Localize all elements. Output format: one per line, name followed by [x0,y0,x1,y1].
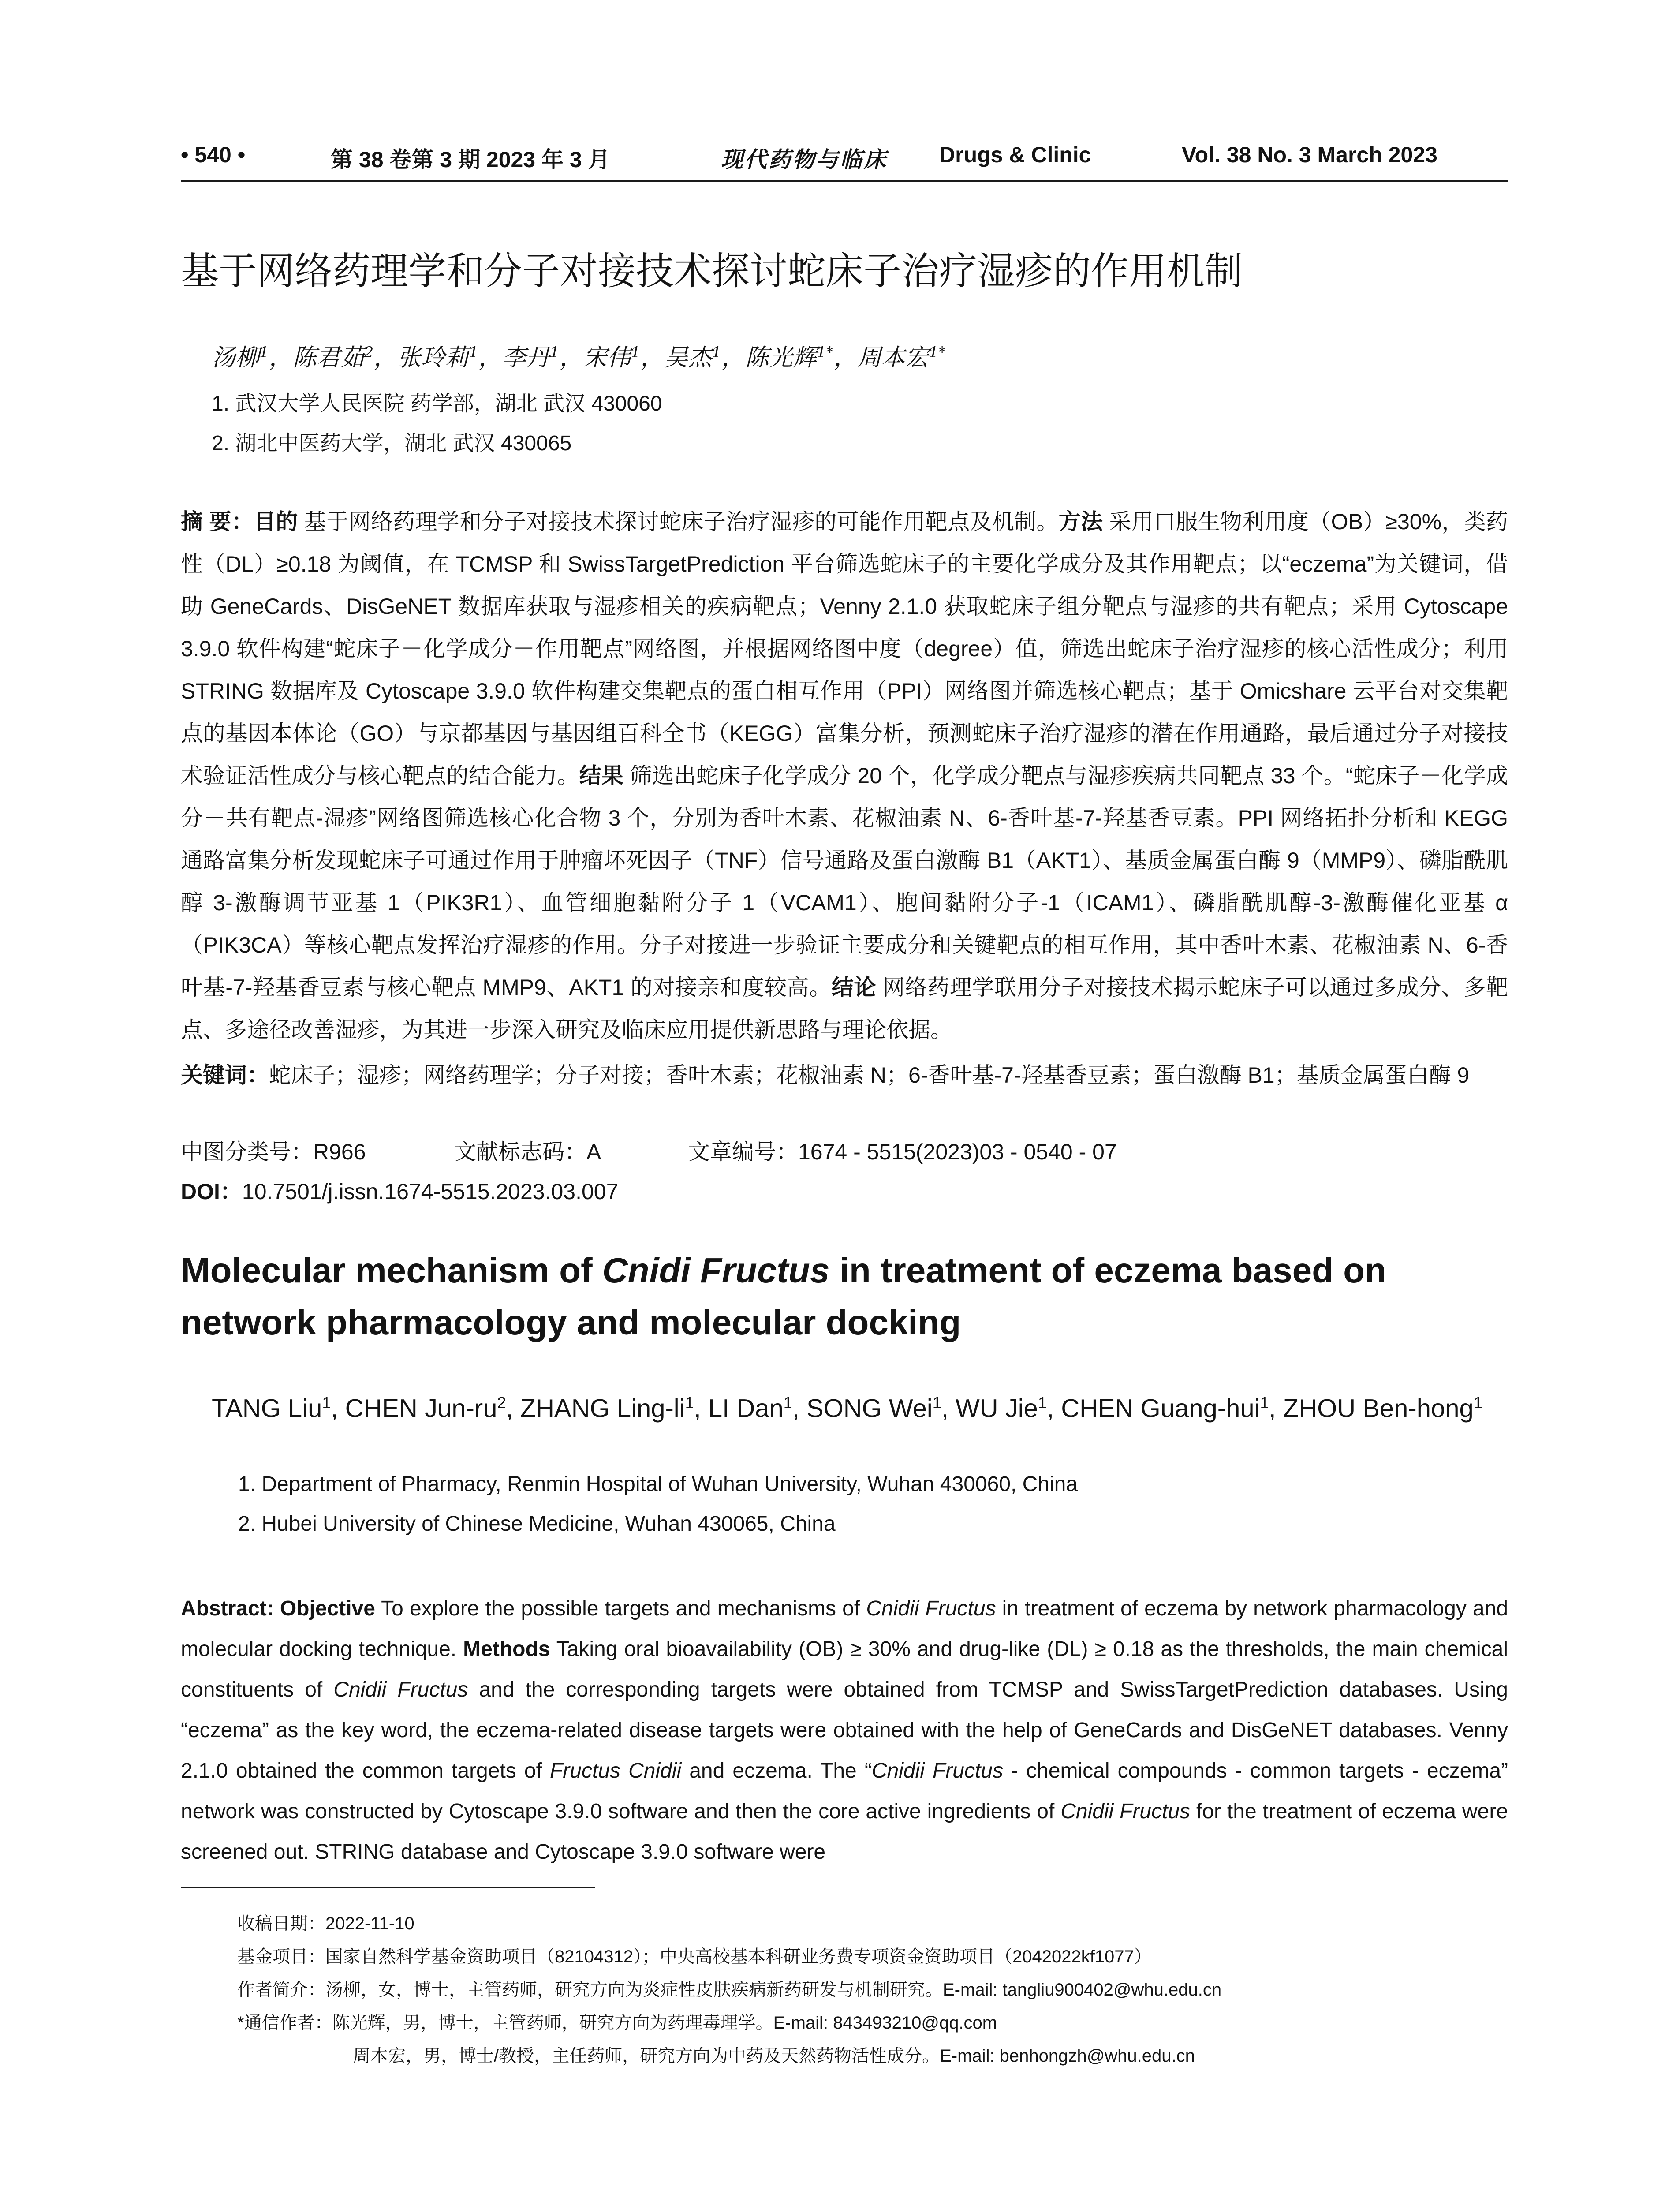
issue-info-en: Vol. 38 No. 3 March 2023 [1182,142,1437,167]
page-number: • 540 • [181,142,246,167]
abstract-cn [181,501,1508,1051]
affiliation-cn-2: 2. 湖北中医药大学，湖北 武汉 430065 [212,432,572,455]
author-cn: 李丹 [502,344,550,371]
footnote-received: 收稿日期：2022-11-10 [237,1914,414,1933]
footnote-corresponding-2: 周本宏，男，博士/教授，主任药师，研究方向为中药及天然药物活性成分。E-mail: benhongzh@whu.edu.cn [353,2046,1195,2066]
keywords-cn [181,1054,1508,1096]
footnote-author-bio: 作者简介：汤柳，女，博士，主管药师，研究方向为炎症性皮肤疾病新药研发与机制研究。E-mail: tangliu900402@whu.edu.cn [237,1980,1222,1999]
conclusion-label-cn: 结论 [831,975,877,1000]
doi-value: 10.7501/j.issn.1674-5515.2023.03.007 [242,1179,619,1204]
footnote-fund: 基金项目：国家自然科学基金资助项目（82104312）；中央高校基本科研业务费专项资金资助项目（2042022kf1077） [237,1947,1152,1966]
results-label-cn: 结果 [579,763,624,788]
doi-label: DOI： [181,1179,242,1204]
author-en: TANG Liu [212,1394,322,1423]
keywords-text-cn: 蛇床子；湿疹；网络药理学；分子对接；香叶木素；花椒油素 N；6-香叶基-7-羟基香豆素；蛋白激酶 B1；基质金属蛋白酶 9 [269,1063,1470,1088]
author-en: WU Jie [956,1394,1038,1423]
conclusion-cn: 网络药理学联用分子对接技术揭示蛇床子可以通过多成分、多靶点、多途径改善湿疹，为其进一步深入研究及临床应用提供新思路与理论依据。 [181,975,1508,1042]
authors-cn: 汤柳$^1$，陈君茹$^2$，张玲莉$^1$，李丹$^1$，宋伟$^1$，吴杰$^1$，陈光辉$^{1*}$，周本宏$^{1*}$ [212,344,946,371]
author-en: ZHOU Ben-hong [1283,1394,1474,1423]
article-number: 文章编号：1674 - 5515(2023)03 - 0540 - 07 [688,1140,1117,1164]
author-cn: 陈光辉 [745,344,817,371]
classification-line [181,1134,1508,1170]
abstract-en: Abstract: Objective To explore the possible targets and mechanisms of Cnidii Fructus in treatment of eczema by network pharmacology and molecular docking technique. Methods Taking oral bioavailability (OB) ≥ 30% and drug-like (DL) ≥ 0.18 as the thresholds, the main chemical constituents of Cnidii Fructus and the corresponding targets were obtained from TCMSP and SwissTargetPrediction databases. Using “eczema” as the key word, the eczema-related disease targets were obtained with the help of GeneCards and DisGeNET databases. Venny 2.1.0 obtained the common targets of Fructus Cnidii and eczema. The “Cnidii Fructus - chemical compounds - common targets - eczema” network was constructed by Cytoscape 3.9.0 software and then the core active ingredients of Cnidii Fructus for the treatment of eczema were screened out. STRING database and Cytoscape 3.9.0 software were [181,1597,1508,1864]
author-cn: 周本宏 [857,344,929,371]
running-header [181,140,1508,182]
affiliation-cn-1: 1. 武汉大学人民医院 药学部，湖北 武汉 430060 [212,392,662,415]
journal-name-cn: 现代药物与临床 [721,147,888,172]
document-code: 文献标志码：A [454,1140,601,1164]
affiliation-en-2: 2. Hubei University of Chinese Medicine, Wuhan 430065, China [238,1512,836,1536]
issue-info-cn: 第 38 卷第 3 期 2023 年 3 月 [331,147,610,172]
author-en: ZHANG Ling-li [520,1394,685,1423]
objective-cn: 基于网络药理学和分子对接技术探讨蛇床子治疗湿疹的可能作用靶点及机制。 [304,509,1059,534]
objective-label-en: Objective [280,1597,375,1620]
results-cn: 筛选出蛇床子化学成分 20 个，化学成分靶点与湿疹疾病共同靶点 33 个。“蛇床子－化学成分－共有靶点-湿疹”网络图筛选核心化合物 3 个，分别为香叶木素、花椒油素 N、6-香叶基-7-羟基香豆素。PPI 网络拓扑分析和 KEGG 通路富集分析发现蛇床子可通过作用于肿瘤坏死因子（TNF）信号通路及蛋白激酶 B1（AKT1）、基质金属蛋白酶 9（MMP9）、磷脂酰肌醇 3-激酶调节亚基 1（PIK3R1）、血管细胞黏附分子 1（VCAM1）、胞间黏附分子-1（ICAM1）、磷脂酰肌醇-3-激酶催化亚基 α（PIK3CA）等核心靶点发挥治疗湿疹的作用。分子对接进一步验证主要成分和关键靶点的相互作用，其中香叶木素、花椒油素 N、6-香叶基-7-羟基香豆素与核心靶点 MMP9、AKT1 的对接亲和度较高。 [181,763,1508,1000]
methods-label-cn: 方法 [1058,509,1103,534]
doi [181,1174,618,1206]
keywords-label-cn: 关键词： [181,1063,269,1088]
author-en: CHEN Jun-ru [345,1394,497,1423]
author-cn: 吴杰 [664,344,712,371]
title-cn: 基于网络药理学和分子对接技术探讨蛇床子治疗湿疹的作用机制 [181,250,1243,292]
authors-en: TANG Liu$^1$, CHEN Jun-$ru^2$, ZHANG Ling-$li^1$, LI Dan$^1$, SONG Wei$^1$, WU Jie$^1$, CHEN Guang-hui$^1$, ZHOU Ben-hong$^1$ [212,1394,1482,1423]
objective-label-cn: 目的 [254,509,298,534]
clc-number: 中图分类号：R966 [181,1140,366,1164]
abstract-en-label: Abstract: [181,1597,274,1620]
footnote-corresponding-1: *通信作者：陈光辉，男，博士，主管药师，研究方向为药理毒理学。E-mail: 843493210@qq.com [237,2013,997,2033]
abstract-cn-label: 摘 要： [181,509,254,534]
title-en: Molecular mechanism of Cnidi Fructus in treatment of eczema based on network pharmacology and molecular docking [181,1251,1386,1342]
footnote-rule [181,1887,595,1888]
author-cn: 张玲莉 [397,344,469,371]
author-en: CHEN Guang-hui [1061,1394,1260,1423]
author-cn: 宋伟 [583,344,631,371]
methods-cn: 采用口服生物利用度（OB）≥30%，类药性（DL）≥0.18 为阈值，在 TCMSP 和 SwissTargetPrediction 平台筛选蛇床子的主要化学成分及其作用靶点；以“eczema”为关键词，借助 GeneCards、DisGeNET 数据库获取与湿疹相关的疾病靶点；Venny 2.1.0 获取蛇床子组分靶点与湿疹的共有靶点；采用 Cytoscape 3.9.0 软件构建“蛇床子－化学成分－作用靶点”网络图，并根据网络图中度（degree）值，筛选出蛇床子治疗湿疹的核心活性成分；利用 STRING 数据库及 Cytoscape 3.9.0 软件构建交集靶点的蛋白相互作用（PPI）网络图并筛选核心靶点；基于 Omicshare 云平台对交集靶点的基因本体论（GO）与京都基因与基因组百科全书（KEGG）富集分析，预测蛇床子治疗湿疹的潜在作用通路，最后通过分子对接技术验证活性成分与核心靶点的结合能力。 [181,509,1508,788]
methods-label-en: Methods [463,1637,550,1661]
author-en: LI Dan [708,1394,784,1423]
affiliation-en-1: 1. Department of Pharmacy, Renmin Hospital of Wuhan University, Wuhan 430060, China [238,1472,1078,1496]
author-cn: 汤柳 [212,344,259,371]
author-en: SONG Wei [806,1394,933,1423]
journal-name-en: Drugs & Clinic [939,142,1091,167]
author-cn: 陈君茹 [292,344,364,371]
